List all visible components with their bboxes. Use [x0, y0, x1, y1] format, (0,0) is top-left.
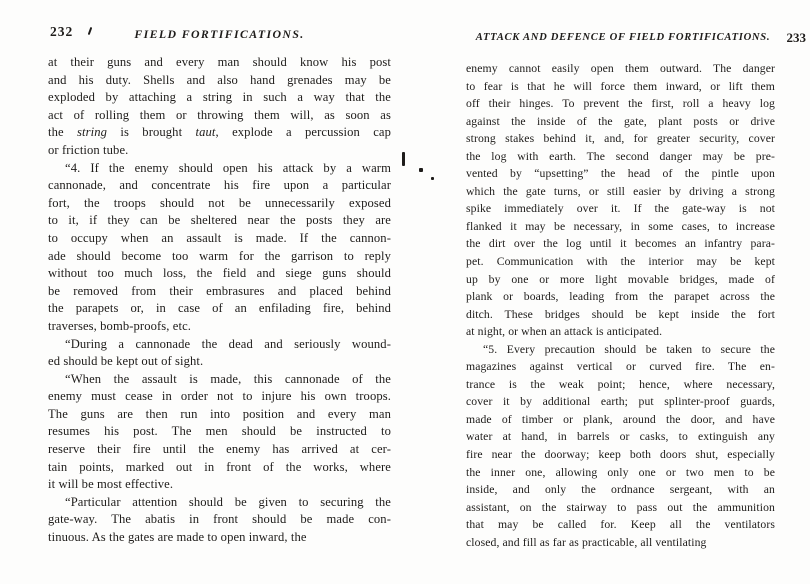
right-page-header [466, 30, 806, 48]
text-line: to fear is that he will force them inward, or lift them [466, 79, 775, 93]
text-line: traverses, bomb-proofs, etc. [48, 318, 192, 333]
text-line: reserve their fire until the enemy has arrived at cer- [48, 442, 391, 457]
text-line: off their hinges. To prevent the first, roll a heavy log [466, 97, 775, 111]
text-line: that may be called for. Keep all the ventilators [466, 518, 775, 532]
text-line: vented by “upsetting” the head of the pintle upon [466, 167, 775, 181]
text-line: resumes his post. The men should be instructed to [48, 424, 391, 439]
ink-smudge-gutter [402, 152, 405, 166]
text-line: and his duty. Shells and also hand grenades may be [48, 72, 391, 87]
left-page-text [48, 54, 391, 547]
right-page-text [466, 60, 775, 551]
text-line: strong stakes behind it, and, for greater security, cover [466, 132, 775, 146]
text-line: assistant, on the stairway to pass out the ammunition [466, 500, 775, 514]
text-line: fort, the troops should not be unnecessarily exposed [48, 195, 391, 210]
text-line: against the inside of the gate, plant posts or drive [466, 114, 775, 128]
text-line: ade should become too warm for the garrison to reply [48, 248, 391, 263]
text-line: the dirt over the log until it becomes an infantry para- [466, 237, 775, 251]
paragraph [48, 494, 391, 547]
left-page-number: 232 [50, 24, 74, 39]
text-line: trance is the weak point; hence, where necessary, [466, 377, 775, 391]
right-page-number: 233 [786, 30, 806, 45]
text-line: made of timber or plank, around the door, and have [466, 412, 775, 426]
text-line: enemy must cease in order not to injure his own troops. [48, 389, 391, 404]
text-line: the log with earth. The second danger may be pre- [466, 149, 775, 163]
text-line: flanked it may be necessary, in some cases, to increase [466, 219, 775, 233]
paragraph [466, 341, 775, 552]
text-line: ditch. These bridges should be kept inside the fort [466, 307, 775, 321]
text-line: up by one or more light movable bridges, made of [466, 272, 775, 286]
text-line: enemy cannot easily open them outward. The danger [466, 62, 775, 75]
text-line: “4. If the enemy should open his attack by a warm [65, 160, 391, 175]
paragraph [48, 371, 391, 494]
text-line: act of rolling them or throwing them will, as soon as [48, 107, 391, 122]
text-line: the inner one, allowing only one or two men to be [466, 465, 775, 479]
text-line: gate-way. The abatis in front should be made con- [48, 512, 391, 527]
text-line: cannonade, and concentrate his fire upon a particular [48, 178, 391, 193]
text-line: or friction tube. [48, 142, 129, 157]
left-running-head: FIELD FORTIFICATIONS. [134, 27, 305, 41]
ink-dot [431, 177, 434, 180]
left-page-header [48, 24, 391, 42]
ink-dot [419, 168, 423, 172]
text-line: water at hand, in barrels or casks, to extinguish any [466, 430, 775, 444]
text-line: which the gate turns, or still easier by driving a strong [466, 184, 775, 198]
text-line: at their guns and every man should know his post [48, 55, 391, 69]
text-line: The guns are then run into position and every man [48, 406, 391, 421]
text-line: tinuous. As the gates are made to open inward, the [48, 530, 307, 545]
text-line: the parapets or, in case of an enfilading fire, behind [48, 301, 391, 316]
text-line: spike immediately over it. If the gate-way is not [466, 202, 775, 216]
text-line: at night, or when an attack is anticipated. [466, 325, 663, 339]
text-line: plank or boards, leading from the parapet across the [466, 290, 775, 304]
text-line: to it, if they can be sheltered near the posts they are [48, 213, 391, 228]
text-line: fire near the doorway; keep both doors shut, especially [466, 448, 775, 462]
paragraph [48, 160, 391, 336]
text-line: cover it by additional earth; put splinter-proof guards, [466, 395, 775, 409]
text-line: pet. Communication with the interior may be kept [466, 255, 775, 269]
paragraph [466, 60, 775, 341]
paragraph [48, 336, 391, 371]
text-line: to occupy when an assault is made. If the cannon- [48, 230, 391, 245]
right-running-head: ATTACK AND DEFENCE OF FIELD FORTIFICATIONS. [475, 32, 771, 43]
text-line: be removed from their embrasures and placed behind [48, 283, 391, 298]
text-line: inside, and only the ordnance sergeant, with an [466, 483, 775, 497]
text-line: “5. Every precaution should be taken to secure the [483, 342, 775, 356]
text-line: “When the assault is made, this cannonade of the [65, 371, 391, 386]
text-line: exploded by attaching a string in such a way that the [48, 90, 391, 105]
text-line: “Particular attention should be given to securing the [65, 494, 391, 509]
text-line: ed should be kept out of sight. [48, 354, 204, 369]
text-line: “During a cannonade the dead and seriously wound- [65, 336, 391, 351]
text-line: it will be most effective. [48, 477, 174, 492]
text-line: closed, and fill as far as practicable, all ventilating [466, 535, 707, 549]
text-line: the string is brought taut, explode a percussion cap [48, 125, 391, 140]
text-line: magazines against vertical or curved fire. The en- [466, 360, 775, 374]
text-line: without too much loss, the field and siege guns should [48, 266, 391, 281]
text-line: tain points, marked out in front of the works, where [48, 459, 391, 474]
paragraph [48, 54, 391, 160]
